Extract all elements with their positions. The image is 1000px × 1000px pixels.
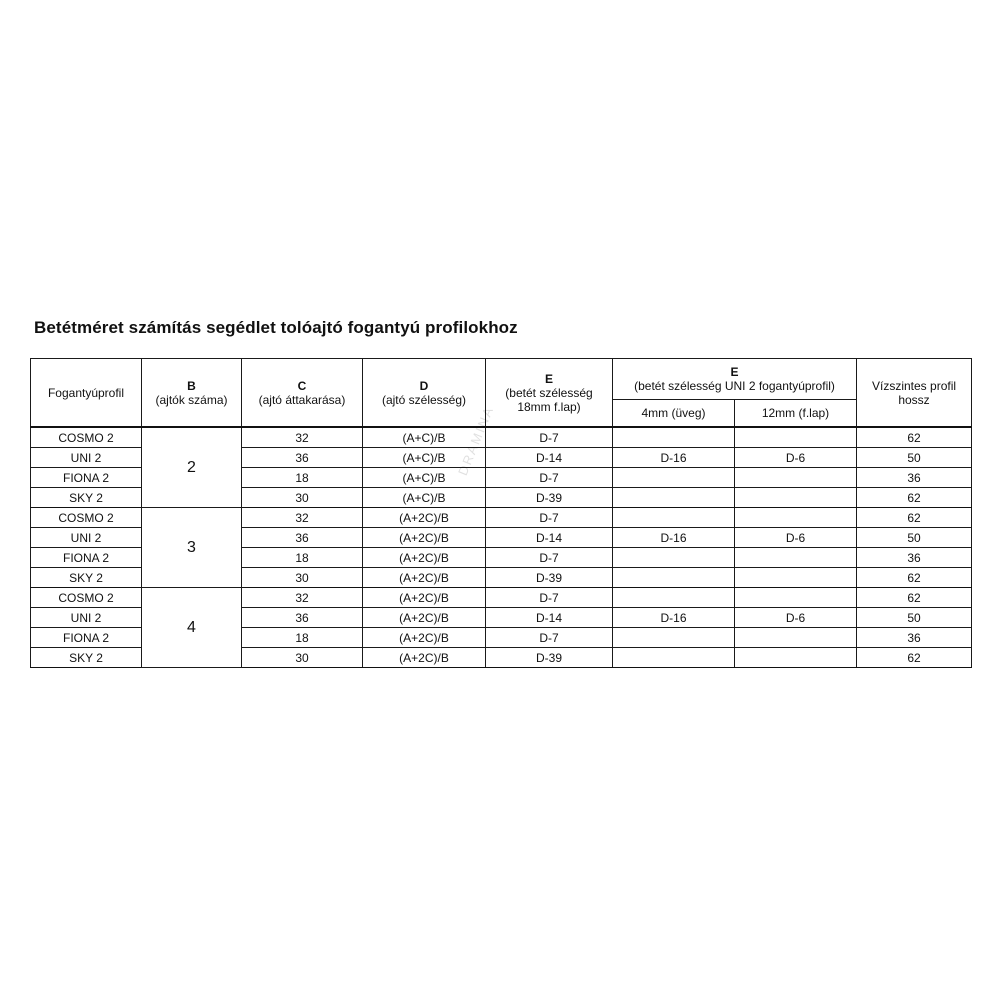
header-e2-4mm: 4mm (üveg) [613,400,735,428]
cell-horizontal-length: 62 [857,488,972,508]
cell-insert-width-18mm: D-7 [486,548,613,568]
cell-insert-width-12mm [735,488,857,508]
cell-door-width: (A+2C)/B [363,588,486,608]
cell-horizontal-length: 36 [857,548,972,568]
cell-door-width: (A+C)/B [363,468,486,488]
header-c-desc: (ajtó áttakarása) [258,392,346,407]
cell-insert-width-4mm: D-16 [613,528,735,548]
cell-overlap: 36 [242,528,363,548]
header-d [363,359,486,428]
cell-insert-width-18mm: D-7 [486,508,613,528]
cell-insert-width-4mm [613,628,735,648]
cell-profile: COSMO 2 [31,508,142,528]
cell-insert-width-18mm: D-14 [486,528,613,548]
header-e2-letter: E [730,365,739,379]
cell-insert-width-4mm [613,548,735,568]
header-e1-desc2: 18mm f.lap) [517,399,581,414]
cell-overlap: 32 [242,427,363,448]
cell-horizontal-length: 62 [857,427,972,448]
cell-door-width: (A+C)/B [363,448,486,468]
cell-insert-width-4mm: D-16 [613,448,735,468]
cell-profile: SKY 2 [31,488,142,508]
cell-doors-count: 3 [142,508,242,588]
cell-door-width: (A+C)/B [363,488,486,508]
cell-insert-width-18mm: D-14 [486,448,613,468]
table-header [31,359,972,428]
cell-insert-width-18mm: D-14 [486,608,613,628]
cell-insert-width-18mm: D-39 [486,568,613,588]
cell-insert-width-12mm [735,568,857,588]
cell-door-width: (A+2C)/B [363,508,486,528]
header-b [142,359,242,428]
header-profile: Fogantyúprofil [31,359,142,428]
cell-insert-width-18mm: D-39 [486,488,613,508]
cell-profile: UNI 2 [31,528,142,548]
cell-horizontal-length: 62 [857,648,972,668]
cell-insert-width-12mm [735,508,857,528]
header-b-desc: (ajtók száma) [155,392,228,407]
cell-horizontal-length: 62 [857,588,972,608]
header-e1-letter: E [544,371,553,386]
cell-profile: FIONA 2 [31,468,142,488]
cell-door-width: (A+C)/B [363,427,486,448]
cell-overlap: 30 [242,568,363,588]
cell-insert-width-18mm: D-7 [486,628,613,648]
cell-profile: COSMO 2 [31,427,142,448]
cell-horizontal-length: 62 [857,568,972,588]
cell-door-width: (A+2C)/B [363,628,486,648]
cell-overlap: 30 [242,488,363,508]
cell-insert-width-18mm: D-7 [486,468,613,488]
cell-insert-width-12mm [735,427,857,448]
header-h-line1: Vízszintes profil [872,378,957,393]
watermark: DRAMINA [455,403,497,478]
header-d-desc: (ajtó szélesség) [381,392,467,407]
cell-insert-width-4mm [613,488,735,508]
cell-horizontal-length: 50 [857,528,972,548]
header-h-line2: hossz [898,392,930,407]
header-b-letter: B [187,378,196,393]
cell-overlap: 32 [242,508,363,528]
header-d-letter: D [419,378,429,393]
header-e1-desc1: (betét szélesség [505,385,593,400]
cell-doors-count: 4 [142,588,242,668]
cell-profile: SKY 2 [31,648,142,668]
cell-doors-count: 2 [142,427,242,508]
cell-insert-width-4mm [613,468,735,488]
cell-insert-width-4mm: D-16 [613,608,735,628]
cell-insert-width-4mm [613,427,735,448]
cell-overlap: 18 [242,628,363,648]
cell-horizontal-length: 50 [857,448,972,468]
cell-insert-width-12mm [735,548,857,568]
cell-overlap: 36 [242,608,363,628]
cell-profile: FIONA 2 [31,628,142,648]
table-body [31,427,972,668]
cell-door-width: (A+2C)/B [363,648,486,668]
header-e2-12mm: 12mm (f.lap) [735,400,857,428]
cell-horizontal-length: 50 [857,608,972,628]
cell-insert-width-12mm [735,628,857,648]
page-title: Betétméret számítás segédlet tolóajtó fogantyú profilokhoz [34,318,518,337]
header-e2 [613,359,857,400]
header-c [242,359,363,428]
cell-insert-width-12mm: D-6 [735,528,857,548]
cell-overlap: 30 [242,648,363,668]
cell-profile: FIONA 2 [31,548,142,568]
cell-horizontal-length: 36 [857,468,972,488]
cell-overlap: 32 [242,588,363,608]
table-row [31,508,972,528]
cell-insert-width-4mm [613,588,735,608]
header-e1 [486,359,613,428]
cell-horizontal-length: 62 [857,508,972,528]
cell-insert-width-12mm [735,468,857,488]
header-c-letter: C [297,378,307,393]
cell-insert-width-4mm [613,648,735,668]
calculation-table [30,358,972,668]
cell-horizontal-length: 36 [857,628,972,648]
cell-profile: SKY 2 [31,568,142,588]
table-row [31,427,972,448]
cell-door-width: (A+2C)/B [363,568,486,588]
cell-insert-width-12mm [735,648,857,668]
cell-door-width: (A+2C)/B [363,528,486,548]
cell-profile: UNI 2 [31,608,142,628]
cell-insert-width-12mm: D-6 [735,448,857,468]
header-e2-desc: (betét szélesség UNI 2 fogantyúprofil) [634,379,835,393]
cell-profile: UNI 2 [31,448,142,468]
cell-overlap: 18 [242,548,363,568]
cell-insert-width-18mm: D-39 [486,648,613,668]
cell-profile: COSMO 2 [31,588,142,608]
cell-overlap: 18 [242,468,363,488]
cell-insert-width-4mm [613,568,735,588]
cell-insert-width-4mm [613,508,735,528]
cell-door-width: (A+2C)/B [363,608,486,628]
cell-insert-width-12mm: D-6 [735,608,857,628]
table-row [31,588,972,608]
cell-insert-width-18mm: D-7 [486,427,613,448]
cell-overlap: 36 [242,448,363,468]
cell-door-width: (A+2C)/B [363,548,486,568]
cell-insert-width-12mm [735,588,857,608]
cell-insert-width-18mm: D-7 [486,588,613,608]
header-horizontal-length [857,359,972,428]
